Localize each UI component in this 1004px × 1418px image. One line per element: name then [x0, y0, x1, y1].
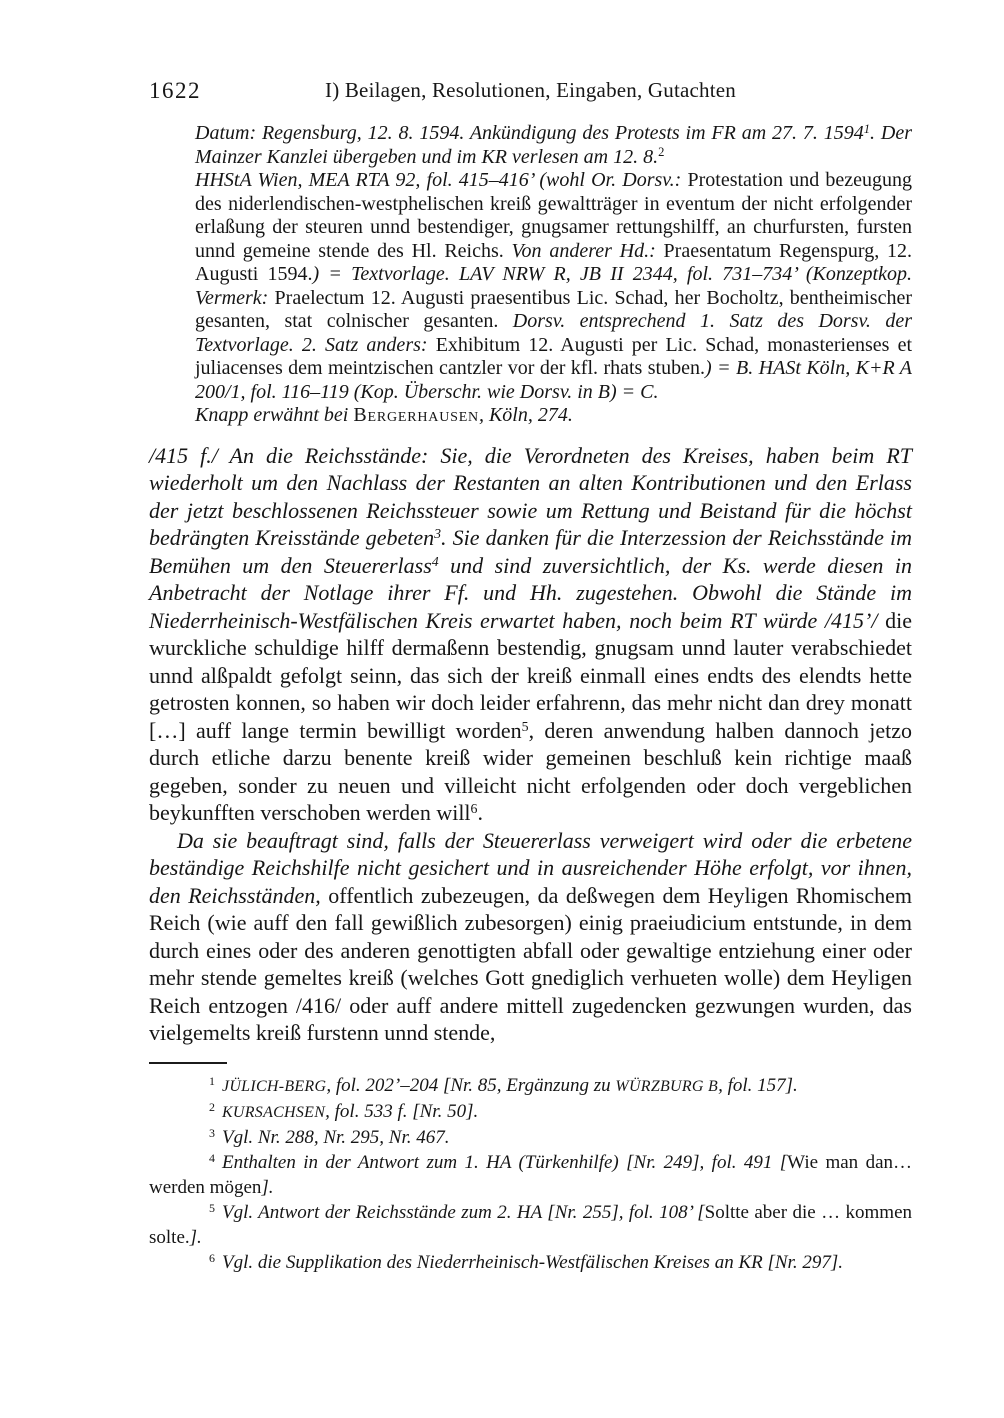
page-header: [149, 78, 912, 106]
body-paragraph-2: Da sie beauftragt sind, falls der Steuererlass verweigert wird oder die erbetene beständige Reichshilfe nicht gesichert und in ausreichender Höhe erfolgt, vor ihnen, den Reichsständen, offentlich zubezeugen, da deßwegen dem Heyligen Rhomischem Reich (wie auff den fall gewißlich zubesorgen) einig praeiudicium entstunde, in dem durch eines oder des anderen genottigten abfall oder gewaltige entziehung einer oder mehr stende gemeltes kreiß (welches Gott gnediglich verhueten wolle) dem Heyligen Reich entzogen /416/ oder auff andere mittell zugedencken gezwungen wurden, das vielgemelts kreiß furstenn unnd stende,: [149, 827, 912, 1045]
main-text: [149, 442, 912, 1047]
footnote-2: 2 KURSACHSEN, fol. 533 f. [Nr. 50].: [209, 1099, 479, 1122]
footnote-text: Vgl. die Supplikation des Niederrheinisch-Westfälischen Kreises an KR [Nr. 297].: [221, 1251, 843, 1273]
footnote-4: 4 Enthalten in der Antwort zum 1. HA (Türkenhilfe) [Nr. 249], fol. 491 [Wie man dan… werden mögen].: [149, 1150, 912, 1198]
footnote-5: 5 Vgl. Antwort der Reichsstände zum 2. HA [Nr. 255], fol. 108’ [Soltte aber die … kommen solte.].: [149, 1200, 912, 1248]
footnote-6: 6 Vgl. die Supplikation des Niederrheinisch-Westfälischen Kreises an KR [Nr. 297].: [209, 1250, 843, 1273]
footnote-1: 1 JÜLICH-BERG, fol. 202’–204 [Nr. 85, Ergänzung zu WÜRZBURG B, fol. 157].: [209, 1073, 798, 1096]
headnote-sources: HHStA Wien, MEA RTA 92, fol. 415–416’ (wohl Or. Dorsv.: Protestation und bezeugung des niderlendischen-westphelischen kreiß gewaltträger in eventum der nicht erfolgender erlaßung der steuren unnd bestendiger, gnugsamer rettungshilff, an churfursten, fursten unnd gemeine stende des Hl. Reichs. Von anderer Hd.: Praesentatum Regenspurg, 12. Augusti 1594.) = Textvorlage. LAV NRW R, JB II 2344, fol. 731–734’ (Konzeptkop. Vermerk: Praelectum 12. Augusti praesentibus Lic. Schad, her Bocholtz, bentheimischer gesanten, stat colnischer gesanten. Dorsv. entsprechend 1. Satz des Dorsv. der Textvorlage. 2. Satz anders: Exhibitum 12. Augusti per Lic. Schad, monasterienses et juliacenses dem meintzischen cantzler vor der kfl. rhats stuben.) = B. HASt Köln, K+R A 200/1, fol. 116–119 (Kop. Überschr. wie Dorsv. in B) = C.: [195, 169, 913, 403]
footnote-3: 3 Vgl. Nr. 288, Nr. 295, Nr. 467.: [209, 1125, 450, 1148]
footnotes-section: [149, 1062, 912, 1275]
page-number: 1622: [149, 78, 201, 103]
headnote-literature: Knapp erwähnt bei Bergerhausen, Köln, 274.: [195, 404, 573, 426]
footnote-text: Enthalten in der Antwort zum 1. HA (Türkenhilfe) [Nr. 249], fol. 491 [Wie man dan… werden mögen].: [149, 1151, 912, 1198]
body-paragraph-1: /415 f./ An die Reichsstände: Sie, die Verordneten des Kreises, haben beim RT wiederholt um den Nachlass der Restanten an alten Kontributionen und den Erlass der jetzt beschlossenen Reichssteuer sowie um Rettung und Beistand für die höchst bedrängten Kreisstände gebeten$^3$. Sie danken für die Interzession der Reichsstände im Bemühen um den Steuererlass$^4$ und sind zuversichtlich, der Ks. werde diesen in Anbetracht der Notlage ihrer Ff. und Hh. zugestehen. Obwohl die Stände im Niederrheinisch-Westfälischen Kreis erwartet haben, noch beim RT würde /415’/ die wurckliche schuldige hilff dermaßenn bestendig, gnugsam unnd lauter verabschiedet unnd alßpaldt gefolgt seinn, das sich der kreiß einmall eines endts des elendts hette getrosten konnen, so haben wir doch leider erfahrenn, das mehr nicht dan drey monatt […] auff lange termin bewilligt worden$^5$, deren anwendung halben dannoch jetzo durch etliche darzu benente kreiß wider gemeinen beschluß kein richtige maaß gegeben, sonder zu neuen und villeicht nicht erfolgenden oder doch vergeblichen beykunfften verschoben werden will$^6$.: [149, 442, 913, 825]
footnote-text: JÜLICH-BERG, fol. 202’–204 [Nr. 85, Ergänzung zu WÜRZBURG B, fol. 157].: [221, 1074, 798, 1096]
footnote-text: Vgl. Nr. 288, Nr. 295, Nr. 467.: [221, 1126, 450, 1148]
running-header: I) Beilagen, Resolutionen, Eingaben, Gutachten: [325, 78, 736, 102]
footnote-separator-rule: [149, 1062, 227, 1064]
footnote-text: Vgl. Antwort der Reichsstände zum 2. HA [Nr. 255], fol. 108’ [Soltte aber die … kommen solte.].: [149, 1201, 912, 1248]
headnote-block: [195, 122, 912, 428]
footnote-text: KURSACHSEN, fol. 533 f. [Nr. 50].: [221, 1100, 479, 1122]
headnote-datum: Datum: Regensburg, 12. 8. 1594. Ankündigung des Protests im FR am 27. 7. 1594$^1$. Der Mainzer Kanzlei übergeben und im KR verlesen am 12. 8.$^2$: [195, 121, 912, 168]
